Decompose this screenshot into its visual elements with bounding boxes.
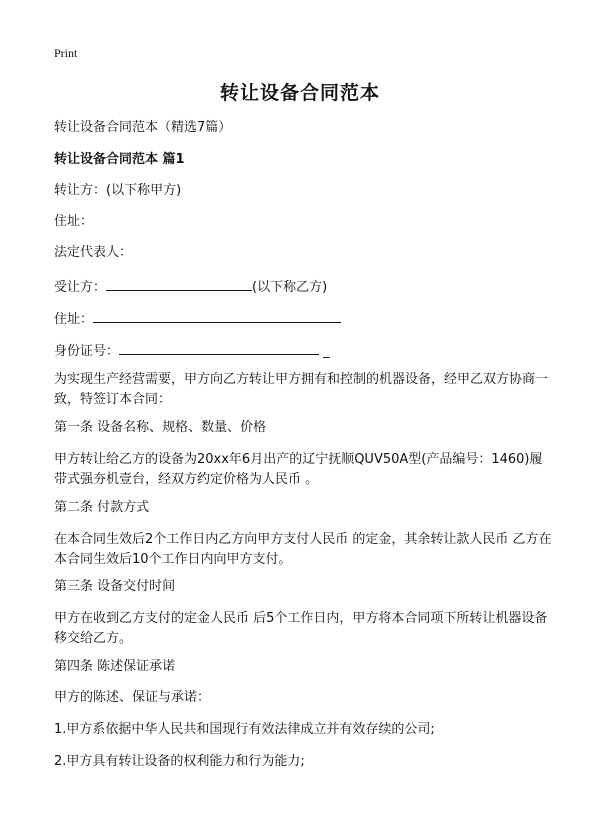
address-line-1: 住址： — [54, 214, 94, 229]
article-1-title: 第一条 设备名称、规格、数量、价格 — [54, 420, 267, 435]
article-3-text: 甲方在收到乙方支付的定金人民币 后5个工作日内，甲方将本合同项下所转让机器设备移交给乙方。 — [54, 611, 548, 646]
article-2-title: 第二条 付款方式 — [54, 500, 150, 515]
article-4-intro: 甲方的陈述、保证与承诺： — [54, 690, 211, 705]
article-4-title: 第四条 陈述保证承诺 — [54, 659, 176, 674]
id-suffix: _ — [323, 344, 330, 359]
transferee-label: 受让方： — [54, 280, 107, 295]
id-label: 身份证号： — [54, 344, 120, 359]
transferee-suffix: (以下称乙方) — [252, 280, 328, 295]
list-item-1: 1.甲方系依据中华人民共和国现行有效法律成立并有效存续的公司; — [54, 722, 435, 737]
legal-representative-line: 法定代表人： — [54, 245, 133, 260]
transferee-blank — [106, 276, 252, 291]
transferor-line: 转让方：(以下称甲方) — [54, 183, 182, 198]
section-heading: 转让设备合同范本 篇1 — [54, 152, 185, 167]
article-2-text: 在本合同生效后2个工作日内乙方向甲方支付人民币 的定金，其余转让款人民币 乙方在本合同生效后10个工作日内向甲方支付。 — [54, 532, 552, 567]
address-line-2 — [54, 308, 341, 330]
page-title: 转让设备合同范本 — [219, 82, 380, 104]
article-1-text: 甲方转让给乙方的设备为20xx年6月出产的辽宁抚顺QUV50A型(产品编号：1460)履带式强夯机壹台，经双方约定价格为人民币 。 — [54, 452, 543, 487]
print-link[interactable]: Print — [54, 46, 78, 60]
article-3-title: 第三条 设备交付时间 — [54, 579, 176, 594]
intro-paragraph: 为实现生产经营需要，甲方向乙方转让甲方拥有和控制的机器设备，经甲乙双方协商一致，特签订本合同： — [54, 372, 549, 407]
address-blank — [93, 308, 341, 323]
id-blank — [119, 340, 319, 355]
list-item-2: 2.甲方具有转让设备的权利能力和行为能力; — [54, 754, 305, 769]
address-label: 住址： — [54, 312, 94, 327]
id-number-line — [54, 340, 330, 362]
document-subtitle: 转让设备合同范本（精选7篇） — [54, 120, 232, 135]
transferee-line — [54, 276, 327, 298]
